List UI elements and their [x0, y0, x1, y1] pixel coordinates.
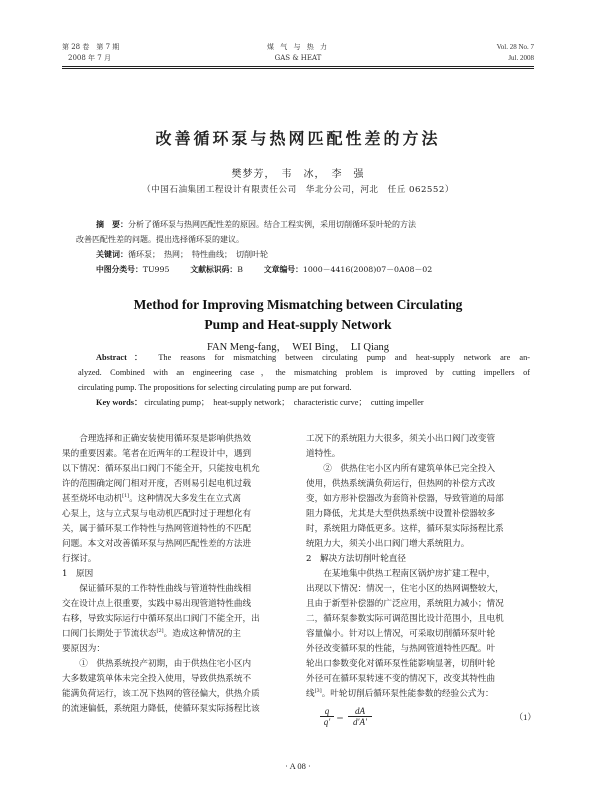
- clc-number: TU995: [142, 265, 170, 274]
- authors-cn: 樊梦芳， 韦 冰， 李 强: [231, 169, 365, 180]
- intro-line: 。这种情况大多发生在立式离: [129, 494, 241, 504]
- keywords-cn-label: 关键词：: [96, 249, 128, 259]
- intro-line: 行探讨。: [62, 554, 97, 564]
- keywords-en-label: Key words：: [96, 398, 143, 407]
- journal-name-cn: 煤 气 与 热 力: [267, 43, 329, 51]
- intro-line: 心泵上，这与立式泵与电动机匹配时过于理想化有: [62, 509, 252, 519]
- item1-line: 能满负荷运行，该工况下热网的管径偏大，供热介质: [62, 689, 260, 699]
- paper-title-cn: 改善循环泵与热网匹配性差的方法: [155, 129, 441, 148]
- abstract-en-line3: circulating pump. The propositions for selecting circulating pump are put forward.: [78, 383, 352, 392]
- article-number-label: 文章编号：: [263, 265, 303, 274]
- solution-line: 且由于新型补偿器的广泛应用，系统阻力减小；情况: [306, 599, 504, 609]
- item2-line: 时，系统阻力降低更多。这样，循环泵实际扬程比系: [306, 524, 504, 534]
- citation-ref: [2]: [156, 628, 164, 635]
- intro-line: 关，属于循环泵工作特性与热网管道特性的不匹配: [62, 524, 252, 534]
- keywords-en: circulating pump； heat-supply network； characteristic curve； cutting impeller: [144, 398, 424, 407]
- solution-line: 。叶轮切削后循环泵性能参数的经验公式为：: [321, 689, 494, 699]
- left-column: [62, 432, 290, 717]
- abstract-cn: [76, 217, 530, 277]
- eq-denominator: q′: [323, 717, 331, 727]
- section-heading: 1 原因: [62, 569, 94, 579]
- eq-rhs-denominator: d′A′: [353, 717, 367, 727]
- item2-line: 阻力降低，尤其是大型供热系统中设置补偿器较多: [306, 509, 496, 519]
- eq-numerator: q: [320, 706, 334, 717]
- volume-issue-en: Vol. 28 No. 7: [496, 43, 534, 51]
- cause-line: 右移，导致实际运行中循环泵出口阀门不能全开，出: [62, 614, 260, 624]
- citation-ref: [3]: [314, 688, 322, 695]
- intro-line: 甚至烧坏电动机: [62, 494, 123, 504]
- equation-number: （1）: [514, 712, 536, 722]
- classification-line: [90, 262, 530, 277]
- cause-line: 。造成这种情况的主: [163, 629, 241, 639]
- item1-line: 大多数建筑单体未完全投入使用，导致供热系统不: [62, 674, 252, 684]
- solution-line: 外径改变循环泵的性能，与热网管道特性匹配。叶: [306, 644, 496, 654]
- volume-issue: 第 28 卷 第 7 期: [62, 43, 120, 51]
- item2-line: 使用，供热系统满负荷运行，但热网的补偿方式改: [306, 479, 496, 489]
- item2-line: 统阻力大，须关小出口阀门增大系统阻力。: [306, 539, 470, 549]
- item1-line: 的流速偏低，系统阻力降低，使循环泵实际扬程比该: [62, 704, 260, 714]
- solution-line: 外径可在循环泵转速不变的情况下，改变其特性曲: [306, 674, 496, 684]
- solution-line: 轮出口参数变化对循环泵性能影响显著，切削叶轮: [306, 659, 496, 669]
- issue-date: 2008 年 7 月: [68, 54, 111, 62]
- intro-line: 问题。本文对改善循环泵与热网匹配性差的方法进: [62, 539, 252, 549]
- cause-line: 交在设计点上很重要，实践中易出现管道特性曲线: [62, 599, 252, 609]
- abstract-cn-line1: 分析了循环泵与热网匹配性差的原因。结合工程实例，采用切削循环泵叶轮的方法: [128, 220, 416, 229]
- journal-name-en: GAS & HEAT: [274, 54, 322, 62]
- affiliation-cn: （中国石油集团工程设计有限责任公司 华北分公司，河北 任丘 062552）: [142, 185, 454, 195]
- paper-title-en-line2: Pump and Heat-supply Network: [204, 317, 392, 332]
- item1-cont-line: 工况下的系统阻力大很多，须关小出口阀门改变管: [306, 434, 496, 444]
- eq-rhs-numerator: dA: [348, 706, 372, 717]
- section-heading: 2 解决方法切削叶轮直径: [306, 554, 406, 564]
- abstract-en-label: Abstract：: [96, 353, 150, 362]
- intro-line: 果的重要因素。笔者在近两年的工程设计中，遇到: [62, 449, 252, 459]
- cause-line: 保证循环泵的工作特性曲线与管道特性曲线相: [79, 584, 252, 594]
- header-rule-bottom: [62, 68, 534, 69]
- equation-1: [306, 704, 536, 732]
- header-rule-top: [62, 66, 534, 67]
- clc-label: 中图分类号：: [96, 265, 143, 274]
- item2-line: ② 供热住宅小区内所有建筑单体已完全投入: [323, 464, 496, 474]
- article-number: 1000－4416(2008)07－0A08－02: [302, 265, 433, 274]
- eq-equals: ＝: [336, 714, 344, 723]
- item2-line: 变，如方形补偿器改为套筒补偿器，导致管道的局部: [306, 494, 504, 504]
- authors-en: FAN Meng-fang， WEI Bing， LI Qiang: [206, 342, 390, 353]
- abstract-cn-line2: 改善匹配性差的问题。提出选择循环泵的建议。: [76, 235, 244, 244]
- header-right: [497, 42, 534, 64]
- solution-line: 在某地集中供热工程南区锅炉房扩建工程中，: [323, 569, 496, 579]
- solution-line: 容量偏小。针对以上情况，可采取切削循环泵叶轮: [306, 629, 496, 639]
- solution-line: 二，循环泵参数实际可调范围比设计范围小，且电机: [306, 614, 504, 624]
- intro-line: 合理选择和正确安装使用循环泵是影响供热效: [79, 434, 252, 444]
- item1-line: ① 供热系统投产初期，由于供热住宅小区内: [79, 659, 252, 669]
- solution-line: 线: [306, 689, 315, 699]
- citation-ref: [1]: [122, 493, 130, 500]
- doc-code: B: [237, 265, 243, 274]
- cause-line: 要原因为：: [62, 644, 105, 654]
- abstract-en-line2: alyzed. Combined with an engineering case，the mismatching problem is improved by cutting impellers of: [78, 368, 530, 377]
- paper-title-en: [0, 295, 596, 335]
- issue-date-en: Jul. 2008: [508, 54, 534, 62]
- right-column: [306, 432, 536, 732]
- solution-line: 出现以下情况：情况一，住宅小区的热网调整较大，: [306, 584, 504, 594]
- item1-cont-line: 道特性。: [306, 449, 341, 459]
- abstract-en-line1: The reasons for mismatching between circulating pump and heat-supply network are an-: [158, 353, 531, 362]
- paper-title-en-line1: Method for Improving Mismatching between Circulating: [133, 297, 463, 312]
- intro-line: 许的范围确定阀门相对开度，否则易引起电机过载: [62, 479, 252, 489]
- cause-line: 口阀门长期处于节流状态: [62, 629, 157, 639]
- page-number: · A 08 ·: [285, 761, 311, 771]
- abstract-cn-label: 摘 要：: [96, 219, 128, 229]
- keywords-cn: 循环泵； 热网； 特性曲线； 切削叶轮: [128, 250, 268, 259]
- intro-line: 以下情况：循环泵出口阀门不能全开，只能按电机允: [62, 464, 260, 474]
- abstract-en: [78, 350, 530, 410]
- doc-code-label: 文献标识码：: [190, 265, 238, 274]
